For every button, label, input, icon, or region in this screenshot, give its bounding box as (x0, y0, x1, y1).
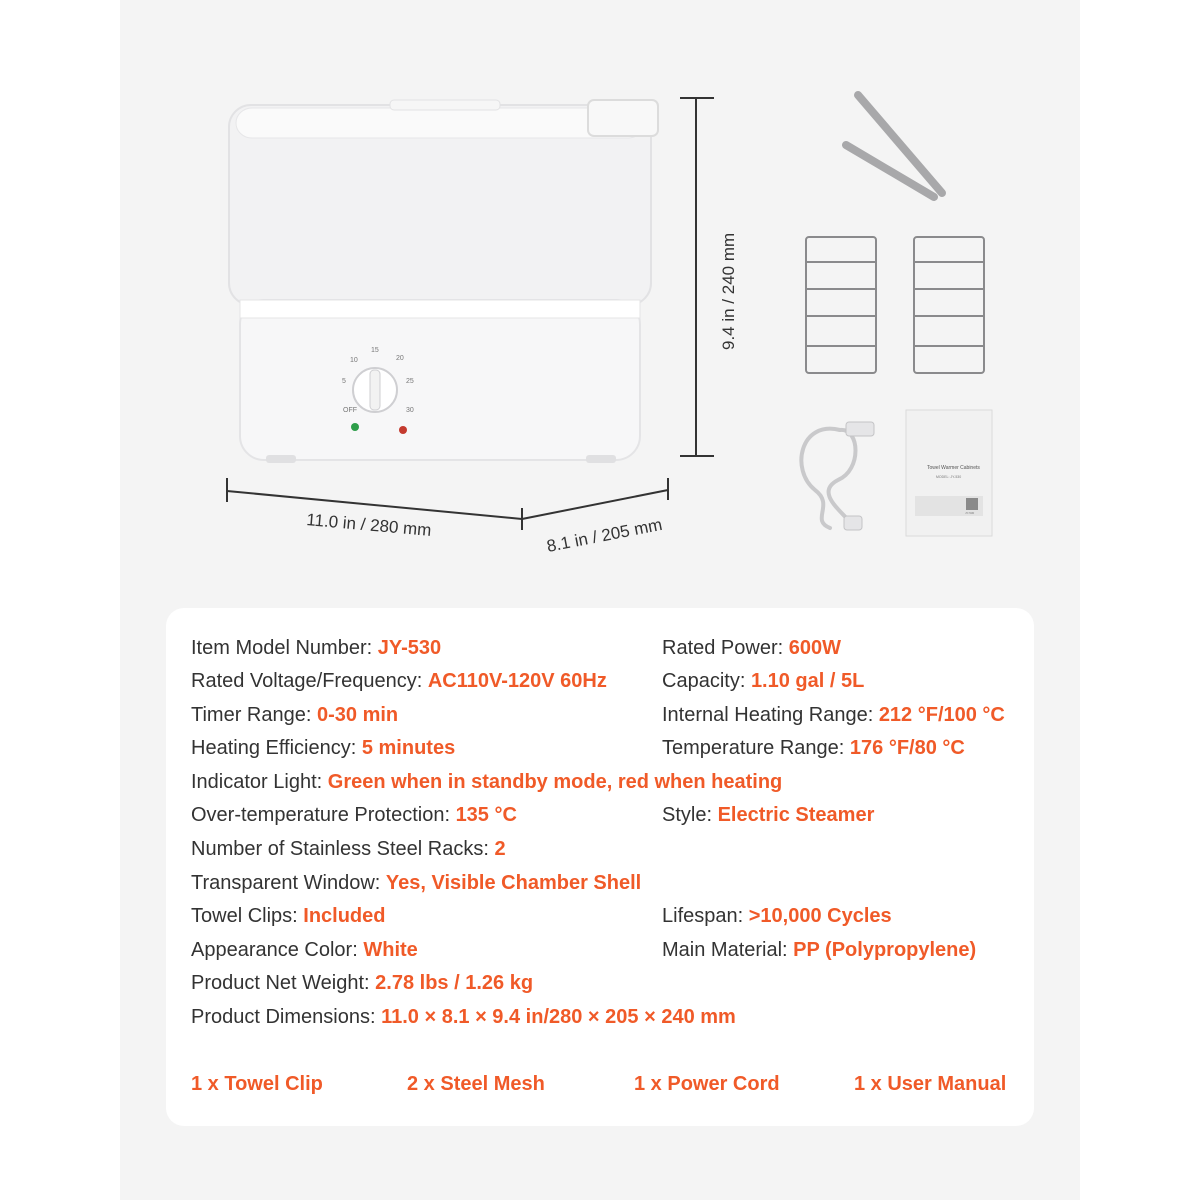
spec-value: 135 °C (455, 804, 517, 826)
steamer (229, 100, 658, 463)
spec-label: Capacity: (662, 670, 746, 692)
spec-label: Over-temperature Protection: (191, 804, 450, 826)
spec-internal-heating-range (662, 703, 1005, 727)
spec-label: Style: (662, 804, 713, 826)
accessory-power-cord: 1 x Power Cord (634, 1073, 780, 1095)
spec-value: JY-530 (377, 637, 442, 659)
spec-label: Towel Clips: (191, 905, 298, 927)
accessory-user-manual: 1 x User Manual (854, 1073, 1007, 1095)
dial-mark: 25 (406, 378, 414, 385)
steamer-foot-left (266, 455, 296, 463)
spec-product-dimensions (191, 1005, 736, 1029)
dial-mark: 5 (342, 378, 346, 385)
manual-code: JY-530 (965, 511, 975, 515)
heating-indicator-light (399, 426, 407, 434)
spec-capacity (662, 669, 864, 693)
spec-label: Temperature Range: (662, 737, 845, 759)
spec-label: Indicator Light: (191, 771, 323, 793)
power-cord (801, 429, 855, 528)
dial-mark: 20 (396, 355, 404, 362)
spec-steel-racks (191, 837, 506, 861)
spec-main-material (662, 938, 976, 962)
spec-indicator-light (191, 770, 782, 794)
spec-label: Product Net Weight: (191, 972, 370, 994)
spec-label: Lifespan: (662, 905, 744, 927)
steamer-lid-handle (390, 100, 500, 110)
dial-off-mark: OFF (343, 407, 357, 414)
spec-label: Item Model Number: (191, 637, 373, 659)
height-label: 9.4 in / 240 mm (719, 232, 738, 350)
dial-mark: 30 (406, 407, 414, 414)
spec-label: Timer Range: (191, 704, 312, 726)
spec-value: PP (Polypropylene) (793, 939, 977, 961)
depth-label: 8.1 in / 205 mm (545, 514, 664, 556)
spec-over-temperature (191, 803, 517, 827)
spec-value: 1.10 gal / 5L (750, 670, 865, 692)
spec-transparent-window (191, 871, 641, 895)
spec-towel-clips (191, 904, 386, 928)
spec-style (662, 803, 874, 827)
user-manual (906, 410, 992, 536)
steamer-lid-top (236, 108, 644, 138)
spec-value: 2 (494, 838, 506, 860)
spec-label: Transparent Window: (191, 872, 381, 894)
accessory-steel-mesh: 2 x Steel Mesh (407, 1073, 545, 1095)
spec-lifespan (662, 904, 892, 928)
spec-label: Heating Efficiency: (191, 737, 357, 759)
power-cord-wall-plug (844, 516, 862, 530)
spec-value: 600W (788, 637, 841, 659)
steamer-foot-right (586, 455, 616, 463)
manual-model: MODEL: JY-530 (936, 475, 962, 479)
spec-value: 5 minutes (361, 737, 456, 759)
spec-temperature-range (662, 736, 965, 760)
steamer-seam (240, 300, 640, 318)
spec-value: Electric Steamer (717, 804, 875, 826)
steamer-latch (588, 100, 658, 136)
accessory-towel-clip: 1 x Towel Clip (191, 1073, 323, 1095)
spec-value: Green when in standby mode, red when heating (327, 771, 783, 793)
spec-appearance-color (191, 938, 418, 962)
spec-value: Included (303, 905, 386, 927)
spec-net-weight (191, 971, 533, 995)
steel-rack-right (914, 237, 984, 373)
spec-value: AC110V-120V 60Hz (427, 670, 607, 692)
spec-value: Yes, Visible Chamber Shell (385, 872, 642, 894)
spec-value: White (363, 939, 418, 961)
spec-label: Main Material: (662, 939, 788, 961)
spec-item-model-number (191, 636, 441, 660)
power-cord-plug (846, 422, 874, 436)
towel-clip (846, 95, 942, 197)
spec-value: 11.0 × 8.1 × 9.4 in/280 × 205 × 240 mm (381, 1006, 736, 1028)
spec-heating-efficiency (191, 736, 455, 760)
spec-rated-voltage (191, 669, 607, 693)
steamer-base (240, 300, 640, 460)
dial-mark: 15 (371, 347, 379, 354)
spec-value: 2.78 lbs / 1.26 kg (375, 972, 534, 994)
spec-label: Internal Heating Range: (662, 704, 874, 726)
spec-value: 0-30 min (316, 704, 399, 726)
dial-mark: 10 (350, 357, 358, 364)
spec-rated-power (662, 636, 841, 660)
spec-label: Product Dimensions: (191, 1006, 376, 1028)
spec-timer-range (191, 703, 398, 727)
spec-value: 176 °F/80 °C (849, 737, 965, 759)
timer-dial-grip (370, 370, 380, 410)
spec-value: 212 °F/100 °C (878, 704, 1005, 726)
steel-rack-left (806, 237, 876, 373)
width-label: 11.0 in / 280 mm (305, 510, 433, 540)
standby-indicator-light (351, 423, 359, 431)
spec-value: >10,000 Cycles (748, 905, 892, 927)
manual-title: Towel Warmer Cabinets (927, 465, 980, 471)
spec-label: Rated Voltage/Frequency: (191, 670, 423, 692)
qr-code-icon (966, 498, 978, 510)
depth-dimension (522, 478, 668, 519)
spec-label: Number of Stainless Steel Racks: (191, 838, 489, 860)
height-dimension (680, 98, 714, 456)
spec-label: Appearance Color: (191, 939, 358, 961)
spec-label: Rated Power: (662, 637, 784, 659)
